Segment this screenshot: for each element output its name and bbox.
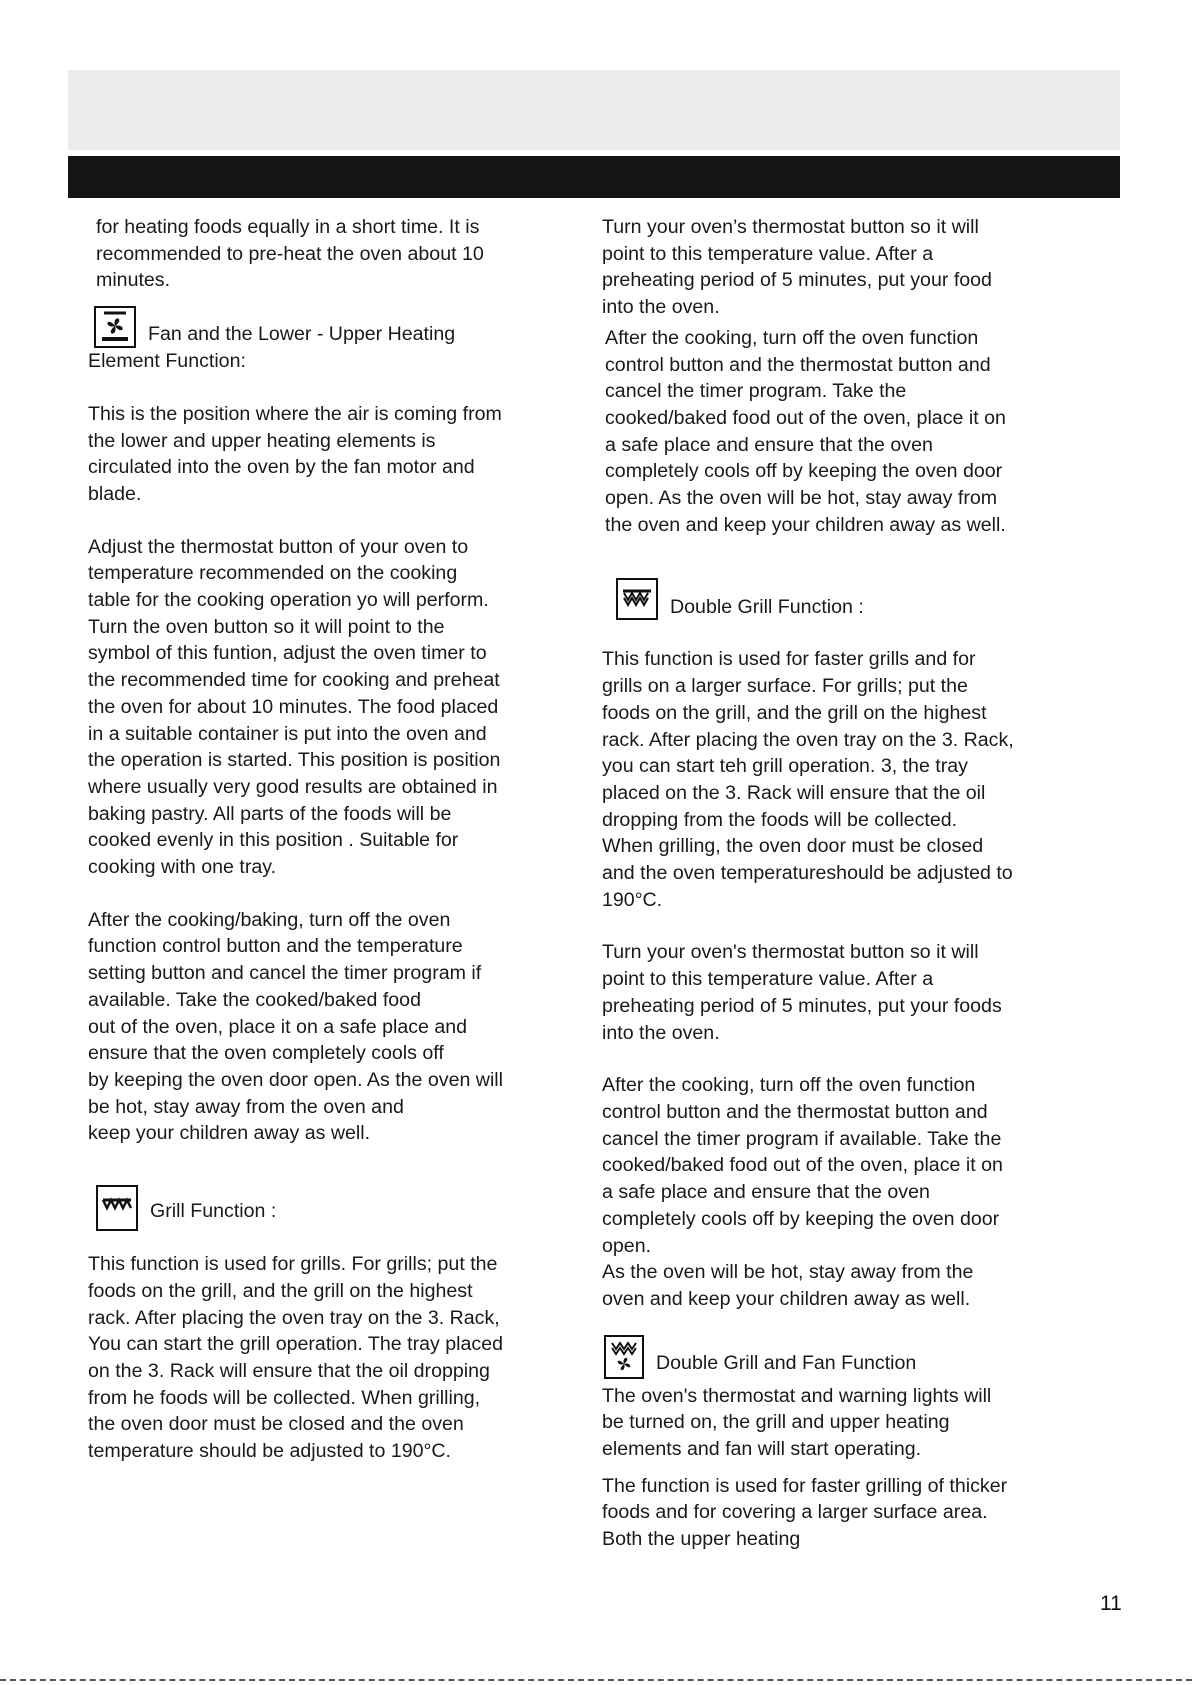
double-grill-fan-heading xyxy=(604,1335,1082,1379)
double-grill-paragraph-4: As the oven will be hot, stay away from the oven and keep your children away as well. xyxy=(602,1261,974,1310)
double-grill-fan-paragraph-1: The oven's thermostat and warning lights will be turned on, the grill and upper heating elements and fan will start operating. xyxy=(602,1384,992,1461)
header-gray-band xyxy=(68,70,1120,150)
double-grill-fan-icon xyxy=(604,1335,644,1379)
fan-heating-icon xyxy=(94,306,136,348)
fan-function-heading-line2: Element Function: xyxy=(88,350,246,373)
double-grill-icon xyxy=(616,578,658,620)
intro-paragraph: for heating foods equally in a short time. It is recommended to pre-heat the oven about 10 minutes. xyxy=(96,216,484,292)
fan-paragraph-1: This is the position where the air is coming from the lower and upper heating elements is circulated into the oven by the fan motor and blade. xyxy=(88,402,502,505)
double-grill-paragraph-1: This function is used for faster grills and for grills on a larger surface. For grills; put the foods on the grill, and the grill on the highest rack. After placing the oven tray on the 3. Rack, you can start teh grill operation. 3, the tray placed on the 3. Rack will ensure that the oil dropping from the foods will be collected. When grilling, the oven door must be closed and the oven temperatureshould be adjusted to 190°C. xyxy=(602,648,1014,911)
page-bottom-dashed-line xyxy=(0,1679,1192,1681)
fan-function-heading-line1: Fan and the Lower - Upper Heating xyxy=(148,323,456,346)
double-grill-fan-paragraph-2: The function is used for faster grilling of thicker foods and for covering a larger surface area. Both the upper heating xyxy=(602,1474,1008,1551)
double-grill-paragraph-2: Turn your oven's thermostat button so it will point to this temperature value. After a preheating period of 5 minutes, put your foods into the oven. xyxy=(602,941,1002,1044)
right-intro-paragraph-2: After the cooking, turn off the oven function control button and the thermostat button and cancel the timer program. Take the cooked/baked food out of the oven, place it on a safe place and ensure that the oven completely cools off by keeping the oven door open. As the oven will be hot, stay away from the oven and keep your children away as well. xyxy=(605,326,1006,536)
double-grill-fan-heading-label: Double Grill and Fan Function xyxy=(656,1351,917,1374)
fan-paragraph-2: Adjust the thermostat button of your oven to temperature recommended on the cooking table for the cooking operation yo will perform. Turn the oven button so it will point to the symbol of this funtion, adjust the oven timer to the recommended time for cooking and preheat the oven for about 10 minutes. The food placed in a suitable container is put into the oven and the operation is started. This position is position where usually very good results are obtained in baking pastry. All parts of the foods will be cooked evenly in this position . Suitable for cooking with one tray. xyxy=(88,535,501,879)
grill-icon xyxy=(96,1185,138,1231)
double-grill-heading xyxy=(616,578,1082,620)
grill-paragraph-1: This function is used for grills. For grills; put the foods on the grill, and the grill on the highest rack. After placing the oven tray on the 3. Rack, You can start the grill operation. The tray placed on the 3. Rack will ensure that the oil dropping from he foods will be collected. When grilling, the oven door must be closed and the oven temperature should be adjusted to 190°C. xyxy=(88,1253,503,1463)
fan-paragraph-3: After the cooking/baking, turn off the oven function control button and the temperature setting button and cancel the timer program if available. Take the cooked/baked food out of the oven, place it on a safe place and ensure that the oven completely cools off by keeping the oven door open. As the oven will be hot, stay away from the oven and keep your children away as well. xyxy=(88,908,504,1145)
left-column xyxy=(88,214,568,1465)
fan-function-heading xyxy=(94,306,568,348)
grill-function-heading xyxy=(96,1185,568,1231)
header-black-band xyxy=(68,156,1120,198)
double-grill-heading-label: Double Grill Function : xyxy=(670,595,864,618)
page-number: 11 xyxy=(1100,1592,1122,1615)
right-column xyxy=(602,214,1082,1553)
double-grill-paragraph-3: After the cooking, turn off the oven function control button and the thermostat button and cancel the timer program if available. Take the cooked/baked food out of the oven, place it on a safe place and ensure that the oven completely cools off by keeping the oven door open. xyxy=(602,1074,1003,1257)
grill-function-heading-label: Grill Function : xyxy=(150,1200,277,1223)
right-intro-paragraph-1: Turn your oven’s thermostat button so it will point to this temperature value. After a preheating period of 5 minutes, put your food into the oven. xyxy=(602,216,992,319)
